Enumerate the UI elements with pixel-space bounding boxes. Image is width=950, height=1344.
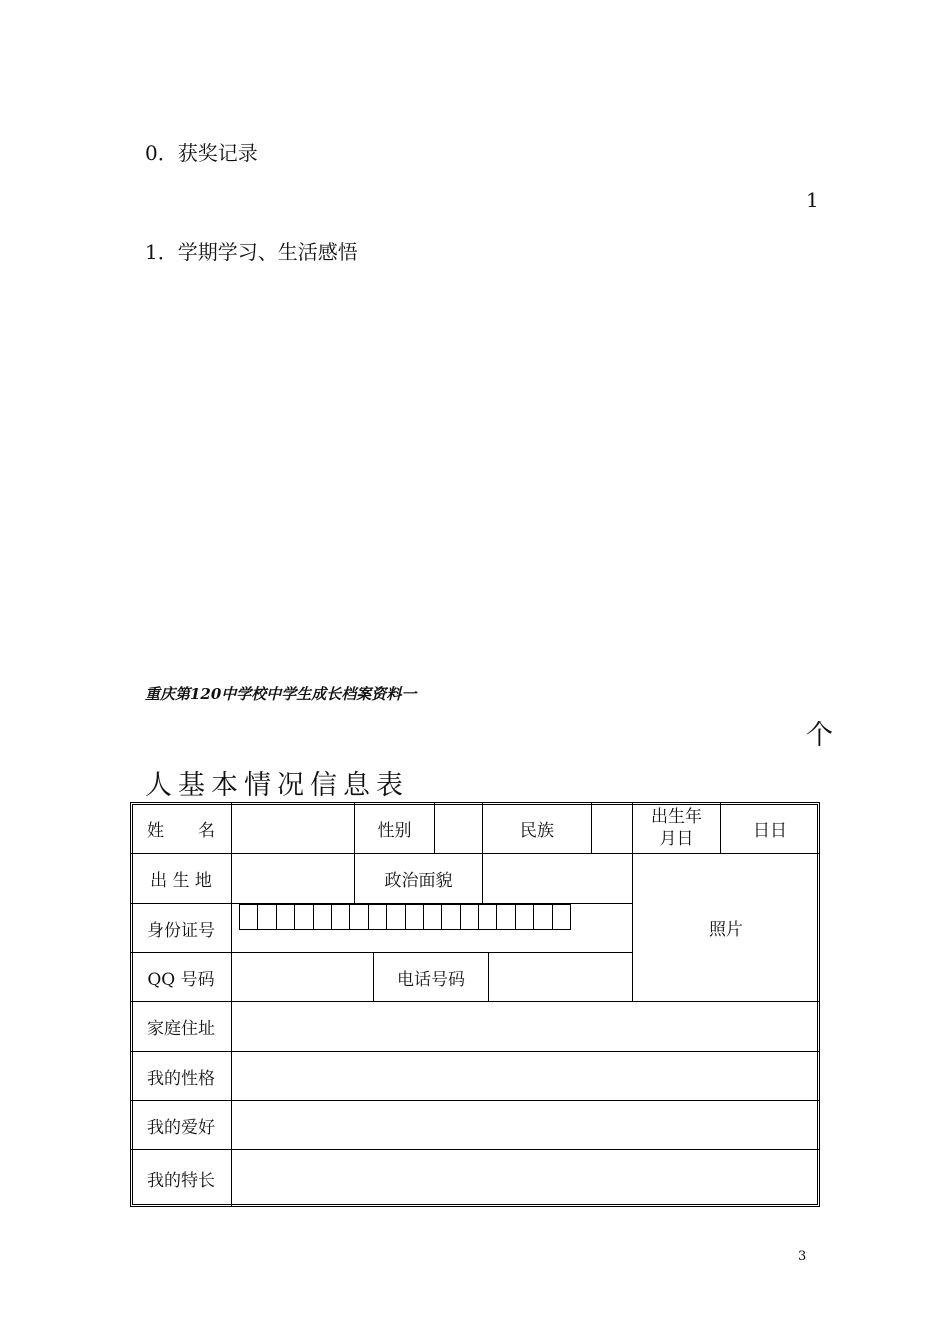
id-digit-box[interactable]: [368, 904, 387, 930]
specialty-field[interactable]: [232, 1150, 819, 1206]
ethnicity-label: 民族: [483, 803, 592, 854]
id-digit-box[interactable]: [552, 904, 571, 930]
qq-label: QQ 号码: [131, 953, 232, 1002]
birthplace-label: 出 生 地: [131, 854, 232, 904]
id-digit-box[interactable]: [386, 904, 405, 930]
id-digit-box[interactable]: [349, 904, 368, 930]
id-digit-box[interactable]: [239, 904, 258, 930]
political-label: 政治面貌: [355, 854, 483, 904]
id-digit-box[interactable]: [257, 904, 276, 930]
gender-field[interactable]: [435, 803, 483, 854]
id-digit-box[interactable]: [276, 904, 295, 930]
birth-label: [633, 803, 721, 854]
info-form: [130, 802, 820, 1207]
id-label: 身份证号: [131, 904, 232, 953]
id-digit-box[interactable]: [441, 904, 460, 930]
personality-label: 我的性格: [131, 1052, 232, 1101]
hobby-label: 我的爱好: [131, 1101, 232, 1150]
ethnicity-field[interactable]: [592, 803, 633, 854]
gender-label: 性别: [355, 803, 435, 854]
section-awards: 0．获奖记录: [145, 141, 258, 165]
hobby-field[interactable]: [232, 1101, 819, 1150]
id-digit-box[interactable]: [313, 904, 332, 930]
name-label: 姓 名: [131, 803, 232, 854]
birth-label-text: 出生年 月日: [651, 807, 702, 849]
photo-cell[interactable]: 照片: [633, 854, 819, 1002]
name-field[interactable]: [232, 803, 355, 854]
section-reflection: 1．学期学习、生活感悟: [145, 240, 358, 264]
page-title: 人基本情况信息表: [145, 770, 409, 801]
personality-field[interactable]: [232, 1052, 819, 1101]
address-field[interactable]: [232, 1002, 819, 1052]
birth-value[interactable]: 日日: [721, 803, 819, 854]
id-digit-box[interactable]: [460, 904, 479, 930]
address-label: 家庭住址: [131, 1002, 232, 1052]
title-first-char: 个: [806, 720, 839, 751]
specialty-label: 我的特长: [131, 1150, 232, 1206]
id-digit-box[interactable]: [496, 904, 515, 930]
birthplace-field[interactable]: [232, 854, 355, 904]
id-digit-box[interactable]: [478, 904, 497, 930]
id-digit-box[interactable]: [423, 904, 442, 930]
id-digit-box[interactable]: [515, 904, 534, 930]
id-digit-box[interactable]: [294, 904, 313, 930]
school-header: 重庆第120中学校中学生成长档案资料一: [145, 685, 417, 703]
id-digit-boxes[interactable]: [239, 904, 570, 930]
id-digit-box[interactable]: [405, 904, 424, 930]
page-marker: 1: [806, 188, 819, 212]
phone-field[interactable]: [489, 953, 633, 1002]
id-digit-box[interactable]: [331, 904, 350, 930]
id-digit-box[interactable]: [533, 904, 552, 930]
phone-label: 电话号码: [374, 953, 489, 1002]
political-field[interactable]: [483, 854, 633, 904]
page-number: 3: [798, 1249, 807, 1264]
qq-field[interactable]: [232, 953, 374, 1002]
